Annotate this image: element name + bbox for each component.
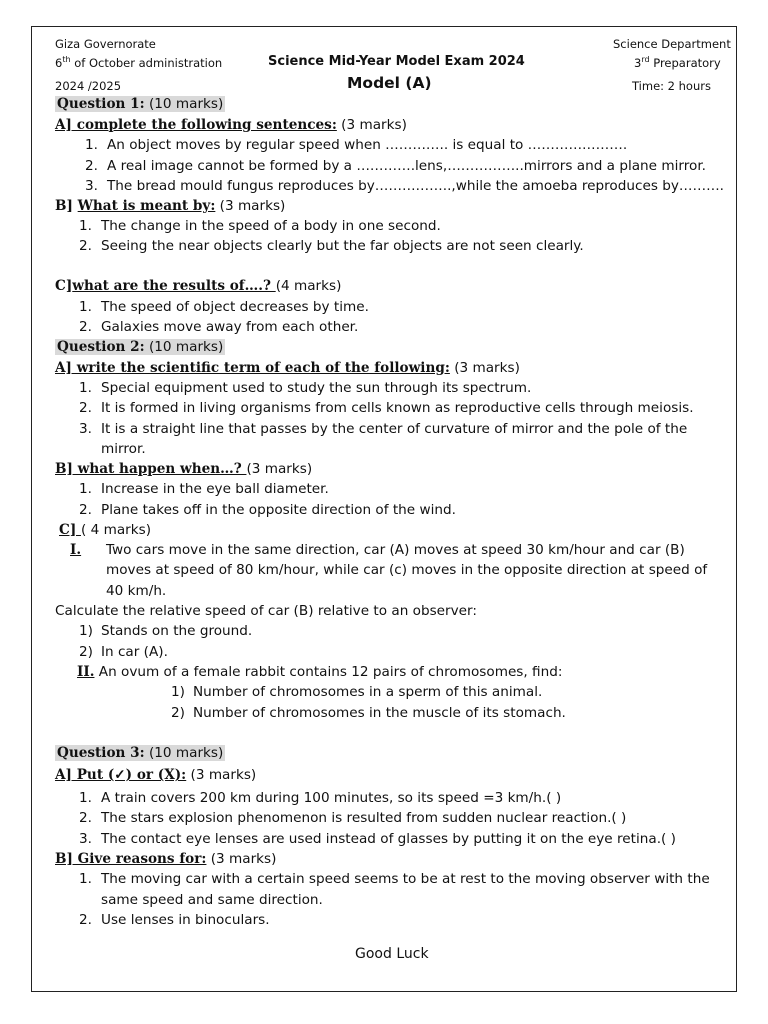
text-line: moves at speed of 80 km/hour, while car (c) moves in the opposite direction at speed of (106, 562, 708, 578)
list-item: 3. The contact eye lenses are used instead of glasses by putting it on the eye retina.( ) (79, 831, 676, 847)
q3-section-b: B] Give reasons for: (3 marks) (55, 851, 277, 867)
list-item: 3. It is a straight line that passes by the center of curvature of mirror and the pole of the (79, 421, 688, 437)
list-item-continuation: same speed and same direction. (101, 892, 323, 908)
q2-section-b: B] what happen when…? (3 marks) (55, 461, 313, 477)
department: Science Department (613, 37, 731, 51)
list-item: 2. The stars explosion phenomenon is resulted from sudden nuclear reaction.( ) (79, 810, 627, 826)
school-year: 2024 /2025 (55, 79, 122, 93)
exam-title: Science Mid-Year Model Exam 2024 (268, 54, 525, 69)
model-label: Model (A) (347, 74, 432, 92)
q2-section-a: A] write the scientific term of each of the following: (3 marks) (55, 360, 520, 376)
q1-section-a: A] complete the following sentences: (3 marks) (55, 117, 407, 133)
list-item: 1. The moving car with a certain speed seems to be at rest to the moving observer with the (79, 871, 710, 887)
list-item: 1) Stands on the ground. (79, 623, 253, 639)
list-item: 1. A train covers 200 km during 100 minutes, so its speed =3 km/h.( ) (79, 790, 562, 806)
question-3-heading: Question 3: (10 marks) (57, 745, 224, 761)
text-line: Two cars move in the same direction, car (A) moves at speed 30 km/hour and car (B) (106, 542, 685, 558)
q2-section-c: C] ( 4 marks) (59, 522, 151, 538)
list-item: 2) In car (A). (79, 644, 168, 660)
list-item: 2) Number of chromosomes in the muscle of its stomach. (171, 705, 566, 721)
list-item: 2. Use lenses in binoculars. (79, 912, 270, 928)
calculate-instruction: Calculate the relative speed of car (B) relative to an observer: (55, 603, 477, 619)
list-item: 2. It is formed in living organisms from cells known as reproductive cells through meiosis. (79, 400, 694, 416)
list-item: 1. Increase in the eye ball diameter. (79, 481, 329, 497)
list-item-continuation: mirror. (101, 441, 146, 457)
list-item: 1. An object moves by regular speed when ………….. is equal to …………………. (85, 137, 628, 153)
list-item: 2. Galaxies move away from each other. (79, 319, 359, 335)
q1-section-b: B] What is meant by: (3 marks) (55, 198, 286, 214)
question-2-heading: Question 2: (10 marks) (57, 339, 224, 355)
q3-section-a: A] Put (✓) or (X): (3 marks) (55, 767, 257, 783)
text-line: 40 km/h. (106, 583, 167, 599)
list-item: 2. Plane takes off in the opposite direction of the wind. (79, 502, 456, 518)
list-item: 3. The bread mould fungus reproduces by……………..,while the amoeba reproduces by………. (85, 178, 724, 194)
list-item: 1. The speed of object decreases by time. (79, 299, 369, 315)
question-1-heading: Question 1: (10 marks) (57, 96, 224, 112)
q2-c-part-ii: II. An ovum of a female rabbit contains 12 pairs of chromosomes, find: (77, 664, 563, 680)
list-item: 1. The change in the speed of a body in one second. (79, 218, 441, 234)
list-item: 2. A real image cannot be formed by a ………….lens,……………..mirrors and a plane mirror. (85, 158, 706, 174)
list-item: 1) Number of chromosomes in a sperm of this animal. (171, 684, 543, 700)
administration: 6th of October administration (55, 55, 223, 70)
duration: Time: 2 hours (632, 79, 711, 93)
governorate: Giza Governorate (55, 37, 156, 51)
footer-good-luck: Good Luck (355, 946, 429, 962)
q2-c-part-i-number: I. (70, 542, 82, 558)
list-item: 1. Special equipment used to study the sun through its spectrum. (79, 380, 532, 396)
list-item: 2. Seeing the near objects clearly but the far objects are not seen clearly. (79, 238, 584, 254)
grade: 3rd Preparatory (634, 55, 721, 70)
q1-section-c: C]what are the results of….? (4 marks) (55, 278, 342, 294)
